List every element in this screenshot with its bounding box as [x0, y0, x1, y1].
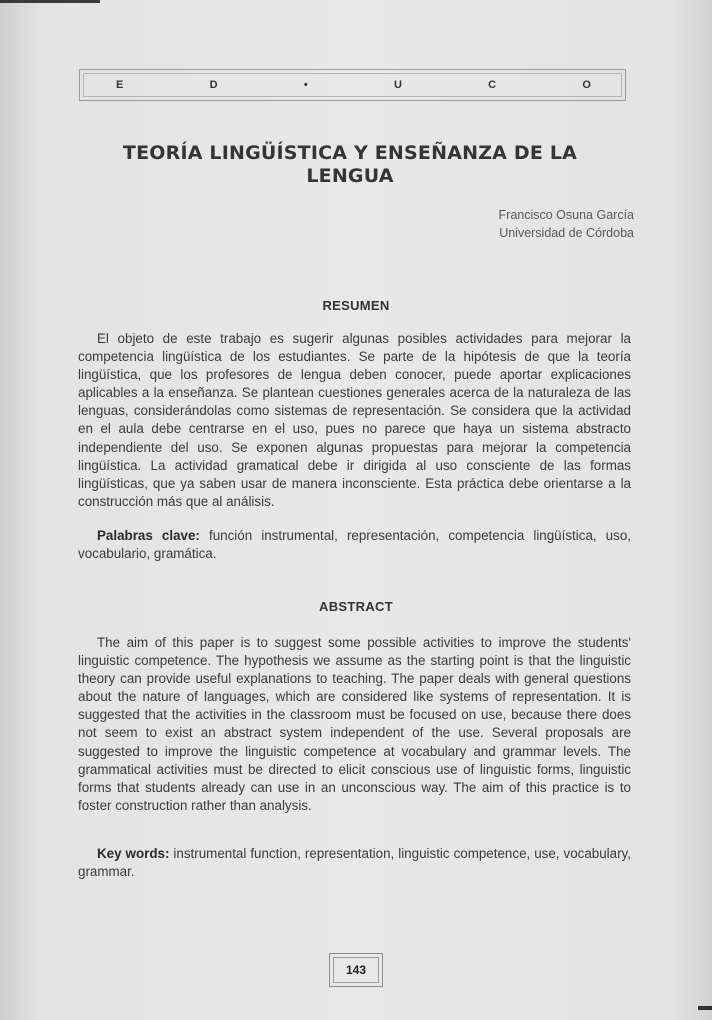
- author-name: Francisco Osuna García: [498, 208, 634, 222]
- header-letter-c: C: [488, 79, 497, 91]
- header-bullet: •: [303, 79, 308, 91]
- header-letter-u: U: [393, 79, 402, 91]
- page-number-box: [329, 953, 383, 987]
- resumen-heading: RESUMEN: [322, 298, 390, 313]
- journal-running-header: [79, 69, 626, 101]
- abstract-keywords-text: instrumental function, representation, linguistic competence, use, vocabulary, grammar.: [78, 846, 631, 880]
- scan-edge-top: [0, 0, 100, 3]
- abstract-keywords: [78, 845, 631, 881]
- resumen-body: El objeto de este trabajo es sugerir algunas posibles actividades para mejorar la competencia lingüística de los estudiantes. Se parte de la hipótesis de que la teoría lingüística, que los profesores de lengua deben conocer, puede aportar explicaciones aplicables a la enseñanza. Se plantean cuestiones generales acerca de la naturaleza de las lenguas, considerándolas como sistemas de representación. Se considera que la actividad en el aula debe centrarse en el uso, pues no parece que haya un sistema abstracto independiente del uso. Se exponen algunas propuestas para mejorar la competencia lingüística. La actividad gramatical debe ir dirigida al uso consciente de las formas lingüísticas, que ya saben usar de manera inconsciente. Esta práctica debe orientarse a la construcción más que al análisis.: [78, 331, 631, 509]
- page-number: 143: [333, 957, 379, 983]
- resumen-keywords-label: Palabras clave:: [97, 528, 200, 543]
- article-title: TEORÍA LINGÜÍSTICA Y ENSEÑANZA DE LA LENGUA: [122, 142, 578, 187]
- abstract-keywords-label: Key words:: [97, 846, 170, 861]
- author-block: [499, 206, 634, 242]
- resumen-keywords-text: función instrumental, representación, competencia lingüística, uso, vocabulario, gramática.: [78, 528, 631, 562]
- abstract-heading: ABSTRACT: [319, 599, 393, 614]
- header-letter-o: O: [582, 79, 591, 91]
- header-letter-e: E: [116, 79, 124, 91]
- header-letter-d: D: [209, 79, 218, 91]
- abstract-body: The aim of this paper is to suggest some possible activities to improve the students' linguistic competence. The hypothesis we assume as the starting point is that the linguistic theory can provide useful explanations to teaching. The paper deals with general questions about the nature of languages, which are considered like systems of representation. It is suggested that the activities in the classroom must be focused on use, because there does not seem to exist an abstract system independent of the use. Several proposals are suggested to improve the linguistic competence at vocabulary and grammar levels. The grammatical activities must be directed to elicit conscious use of linguistic forms, linguistic forms that students already can use in an unconscious way. The aim of this practice is to foster construction rather than analysis.: [78, 635, 631, 813]
- resumen-keywords: [78, 527, 631, 563]
- scan-edge-bottom: [698, 1006, 712, 1010]
- author-affiliation: Universidad de Córdoba: [499, 226, 634, 240]
